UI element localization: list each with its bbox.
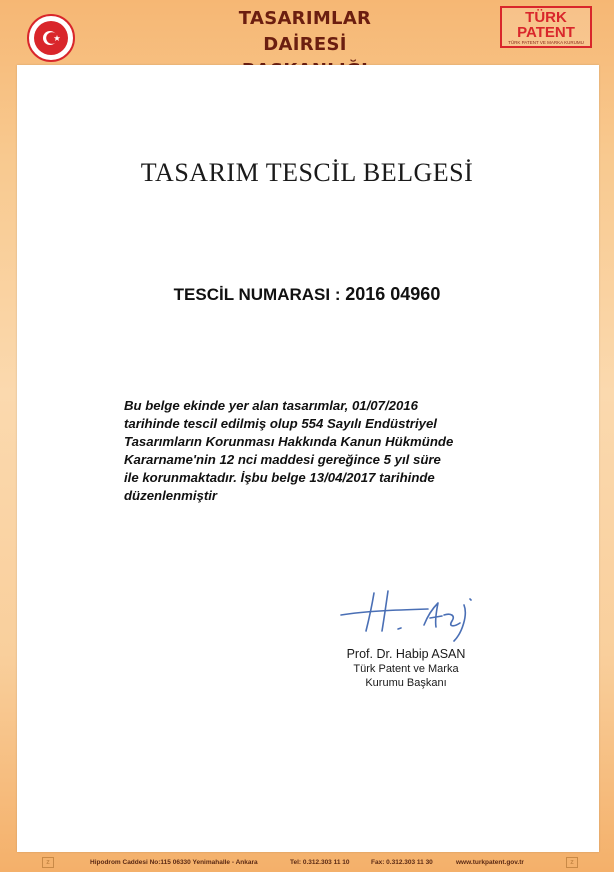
state-emblem-icon bbox=[27, 14, 75, 62]
signatory-block bbox=[336, 646, 476, 690]
signatory-role-line2: Kurumu Başkanı bbox=[365, 677, 447, 689]
signatory-role-line1: Türk Patent ve Marka bbox=[353, 663, 459, 675]
document-title: TASARIM TESCİL BELGESİ bbox=[140, 158, 474, 187]
registration-number-line bbox=[0, 284, 614, 305]
footer-website: www.turkpatent.gov.tr bbox=[456, 859, 524, 866]
signatory-name: Prof. Dr. Habip ASAN bbox=[346, 647, 466, 661]
department-title-line2: DAİRESİ bbox=[263, 34, 347, 55]
body-line: Kararname'nin 12 nci maddesi gereğince 5 yıl süre bbox=[124, 452, 441, 467]
registration-label: TESCİL NUMARASI : bbox=[173, 285, 341, 304]
body-line: ile korunmaktadır. İşbu belge 13/04/2017 tarihinde bbox=[124, 470, 435, 485]
footer-phone: Tel: 0.312.303 11 10 bbox=[290, 859, 350, 866]
body-line: düzenlenmiştir bbox=[124, 488, 218, 503]
body-line: Bu belge ekinde yer alan tasarımlar, 01/07/2016 bbox=[124, 398, 418, 413]
footer-bar bbox=[0, 854, 614, 872]
department-title-line1: TASARIMLAR bbox=[238, 8, 372, 29]
handwritten-signature bbox=[336, 585, 486, 647]
footer-left-mark-icon: z bbox=[42, 857, 54, 868]
logo-line1: TÜRK bbox=[525, 9, 567, 26]
turk-patent-logo bbox=[500, 6, 592, 48]
logo-tagline: TÜRK PATENT VE MARKA KURUMU bbox=[508, 40, 584, 45]
registration-number: 2016 04960 bbox=[345, 284, 441, 304]
logo-line2: PATENT bbox=[517, 24, 575, 41]
body-line: Tasarımların Korunması Hakkında Kanun Hükmünde bbox=[124, 434, 454, 449]
body-line: tarihinde tescil edilmiş olup 554 Sayılı Endüstriyel bbox=[124, 416, 437, 431]
crescent-star-icon bbox=[40, 27, 62, 49]
footer-address: Hipodrom Caddesi No:115 06330 Yenimahalle - Ankara bbox=[90, 859, 258, 866]
certificate-body-text bbox=[124, 397, 486, 505]
footer-fax: Fax: 0.312.303 11 30 bbox=[371, 859, 433, 866]
footer-right-mark-icon: z bbox=[566, 857, 578, 868]
